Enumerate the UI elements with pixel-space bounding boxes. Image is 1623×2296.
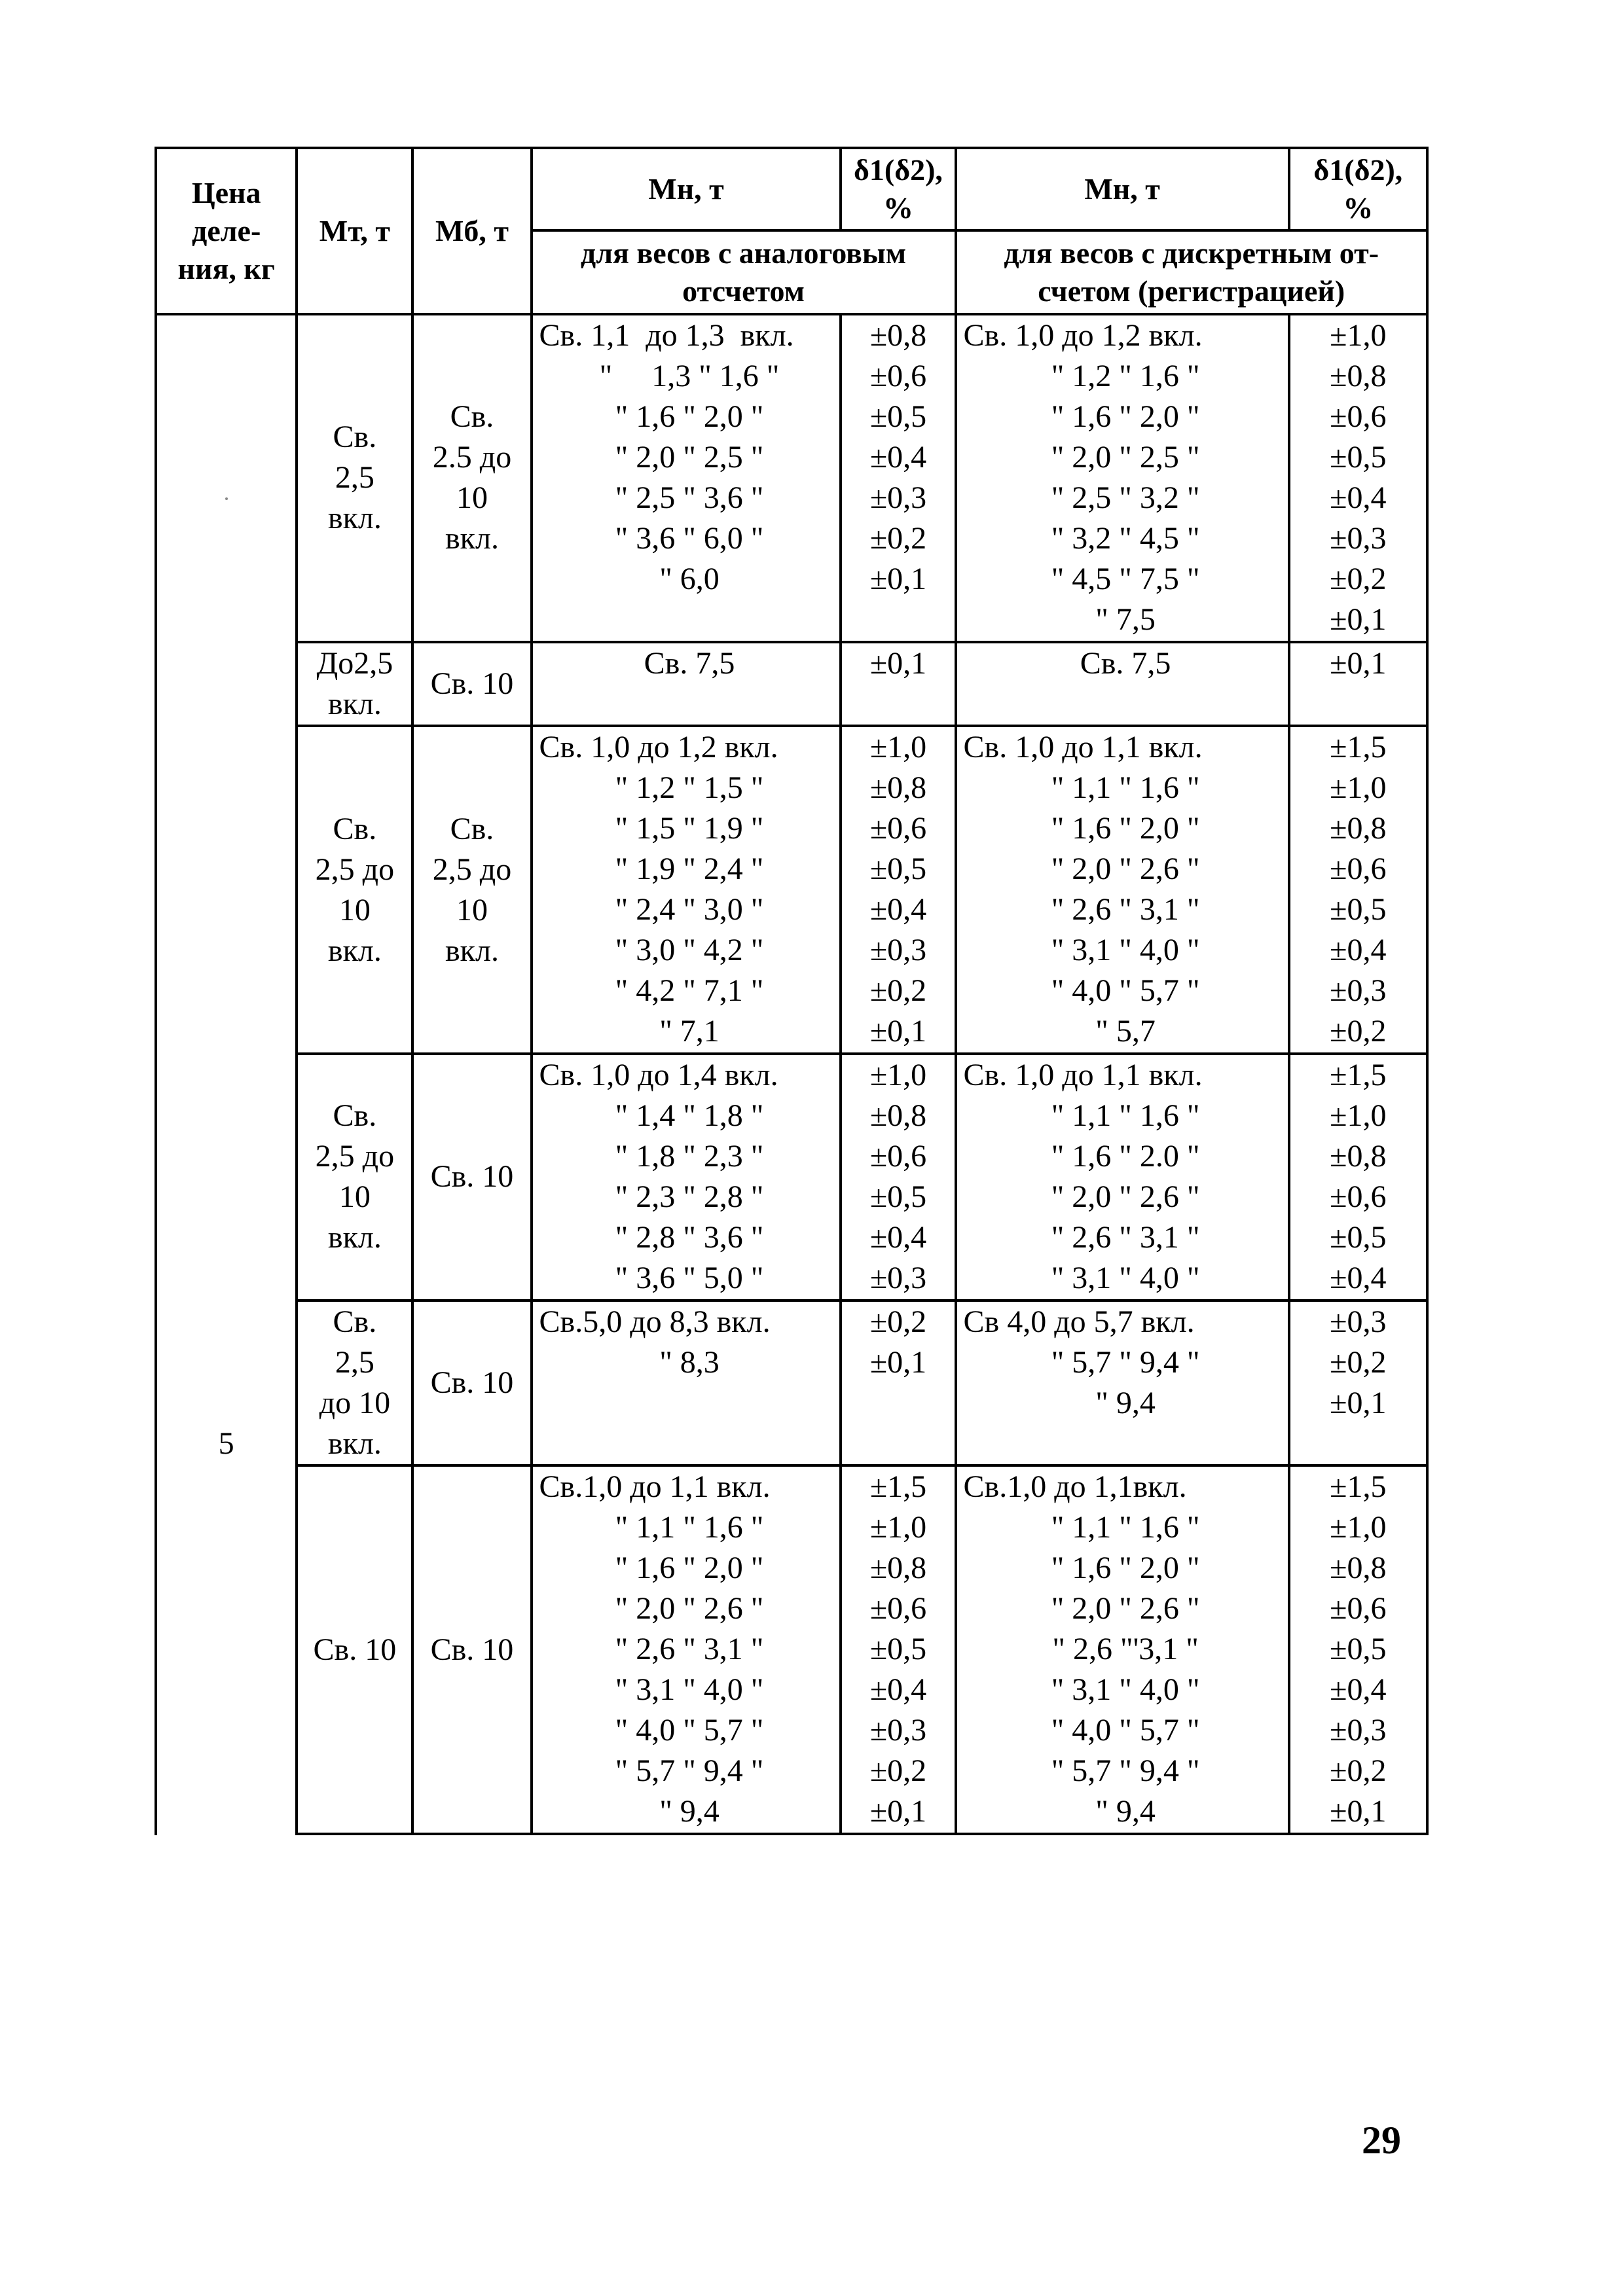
cell-analog-pct-line: ±0,4 <box>869 1672 927 1707</box>
cell-division <box>156 642 297 726</box>
cell-discrete-pct-line: ±1,0 <box>1330 1510 1387 1545</box>
cell-discrete-pct-line: ±0,2 <box>1330 1344 1387 1380</box>
cell-mb-line: Св. 10 <box>430 1159 514 1194</box>
cell-analog-pct-line: ±0,6 <box>869 359 927 393</box>
cell-division <box>156 314 297 642</box>
cell-discrete-ranges-line: " 3,1 " 4,0 " <box>1051 1260 1200 1295</box>
cell-discrete-pct-line: ±0,8 <box>1330 811 1387 846</box>
cell-analog-ranges-line: Св.5,0 до 8,3 вкл. <box>539 1304 771 1339</box>
cell-mt <box>297 642 412 726</box>
cell-analog-ranges-line: Св. 7,5 <box>644 645 735 681</box>
cell-analog-ranges-line: " 4,0 " 5,7 " <box>615 1713 764 1748</box>
cell-analog-pct-line: ±0,5 <box>869 852 927 887</box>
cell-analog-pct-line: ±1,5 <box>869 1469 927 1504</box>
cell-mb-line: Св. <box>450 811 494 846</box>
cell-analog-ranges-line: " 3,0 " 4,2 " <box>615 933 764 968</box>
cell-mb-line: вкл. <box>445 521 499 556</box>
cell-discrete-pct-line: ±0,2 <box>1330 1753 1387 1788</box>
cell-discrete-ranges-line: " 3,1 " 4,0 " <box>1051 1672 1200 1707</box>
cell-mb-line: 2.5 до <box>432 440 512 475</box>
cell-division <box>156 1465 297 1834</box>
cell-mt-line: 2,5 до <box>315 852 395 887</box>
cell-discrete-pct-line: ±1,0 <box>1330 1098 1387 1133</box>
header-mb: Мб, т <box>412 148 531 314</box>
cell-mt <box>297 726 412 1054</box>
cell-discrete-ranges-line: " 4,5 " 7,5 " <box>1051 562 1200 596</box>
cell-analog-ranges-line: " 5,7 " 9,4 " <box>615 1753 764 1788</box>
cell-analog-pct-line: ±0,2 <box>869 521 927 556</box>
cell-discrete-pct-line: ±1,0 <box>1330 318 1387 353</box>
cell-analog-pct <box>841 1300 955 1465</box>
cell-mt-line: Св. <box>333 811 377 846</box>
cell-discrete-pct-line: ±0,3 <box>1330 1713 1387 1748</box>
table-row <box>156 1465 1427 1834</box>
cell-mt-line: 10 <box>338 1179 371 1215</box>
cell-analog-pct-line: ±0,1 <box>869 1344 927 1380</box>
cell-analog-ranges-line: " 1,8 " 2,3 " <box>615 1138 764 1174</box>
cell-discrete-ranges-line: " 2,6 " 3,1 " <box>1051 892 1200 927</box>
cell-mt-line: Св. <box>333 1304 377 1339</box>
cell-discrete-ranges-line: Св. 1,0 до 1,1 вкл. <box>963 730 1203 765</box>
cell-discrete-pct-line: ±0,6 <box>1330 852 1387 887</box>
cell-mb <box>412 642 531 726</box>
cell-analog-ranges-line: " 2,4 " 3,0 " <box>615 892 764 927</box>
cell-discrete-pct-line: ±0,3 <box>1330 521 1387 556</box>
cell-mt-line: вкл. <box>327 686 382 721</box>
cell-analog-ranges-line: Св. 1,0 до 1,4 вкл. <box>539 1057 778 1092</box>
cell-mb <box>412 314 531 642</box>
cell-discrete-ranges-line: " 5,7 " 9,4 " <box>1051 1344 1200 1380</box>
cell-discrete-pct-line: ±1,5 <box>1330 730 1387 765</box>
cell-discrete-ranges-line: " 1,6 " 2,0 " <box>1051 1551 1200 1585</box>
cell-analog-ranges <box>532 1300 841 1465</box>
header-mn-discrete: Мн, т <box>956 148 1289 230</box>
cell-analog-pct-line: ±0,8 <box>869 318 927 353</box>
cell-discrete-ranges <box>956 726 1289 1054</box>
cell-mt-line: Св. <box>333 420 377 455</box>
cell-discrete-pct <box>1289 642 1427 726</box>
cell-mb-line: Св. <box>450 399 494 435</box>
cell-analog-pct-line: ±0,6 <box>869 1138 927 1174</box>
table-row <box>156 642 1427 726</box>
cell-analog-ranges-line: " 2,0 " 2,5 " <box>615 440 764 475</box>
cell-discrete-pct-line: ±0,1 <box>1330 1794 1387 1829</box>
cell-analog-pct-line: ±0,5 <box>869 1632 927 1666</box>
cell-discrete-pct-line: ±0,5 <box>1330 1219 1387 1255</box>
cell-analog-pct-line: ±0,3 <box>869 1260 927 1295</box>
cell-analog-pct <box>841 642 955 726</box>
cell-discrete-ranges-line: Св. 1,0 до 1,1 вкл. <box>963 1057 1203 1092</box>
cell-analog-pct-line: ±0,2 <box>869 1304 927 1339</box>
cell-mt-line: До2,5 <box>316 645 393 681</box>
cell-mt-line: 2,5 <box>335 1344 374 1380</box>
header-mn-analog: Мн, т <box>532 148 841 230</box>
cell-discrete-ranges-line: " 7,5 <box>1095 602 1156 637</box>
cell-discrete-ranges-line: " 5,7 " 9,4 " <box>1051 1753 1200 1788</box>
cell-mt <box>297 1300 412 1465</box>
cell-analog-pct-line: ±0,8 <box>869 1551 927 1585</box>
cell-mb <box>412 1300 531 1465</box>
cell-discrete-ranges <box>956 1465 1289 1834</box>
cell-mb <box>412 1054 531 1300</box>
cell-discrete-ranges <box>956 642 1289 726</box>
cell-analog-ranges <box>532 1054 841 1300</box>
cell-analog-ranges-line: " 6,0 <box>659 562 720 596</box>
cell-mt-line: вкл. <box>327 1426 382 1461</box>
cell-discrete-pct-line: ±0,4 <box>1330 1260 1387 1295</box>
cell-discrete-pct-line: ±0,8 <box>1330 1138 1387 1174</box>
cell-discrete-pct-line: ±0,6 <box>1330 1591 1387 1626</box>
cell-discrete-ranges-line: " 2,0 " 2,6 " <box>1051 852 1200 887</box>
cell-discrete-ranges-line: " 1,1 " 1,6 " <box>1051 1098 1200 1133</box>
cell-mt-line: 2,5 <box>335 460 374 495</box>
cell-mb-line: 10 <box>456 892 488 927</box>
cell-discrete-pct-line: ±0,1 <box>1330 645 1387 681</box>
cell-analog-ranges-line: " 2,5 " 3,6 " <box>615 480 764 515</box>
cell-discrete-pct-line: ±0,6 <box>1330 1179 1387 1214</box>
cell-discrete-ranges-line: " 1,6 " 2,0 " <box>1051 399 1200 434</box>
cell-analog-ranges <box>532 726 841 1054</box>
cell-discrete-pct-line: ±0,3 <box>1330 973 1387 1009</box>
cell-discrete-ranges-line: " 1,1 " 1,6 " <box>1051 1510 1200 1545</box>
cell-mb-line: вкл. <box>445 933 499 968</box>
table-body <box>156 314 1427 1834</box>
cell-analog-ranges-line: Св. 1,1 до 1,3 вкл. <box>539 318 794 353</box>
table-row <box>156 726 1427 1054</box>
cell-analog-ranges-line: " 1,6 " 2,0 " <box>615 1551 764 1585</box>
cell-analog-pct-line: ±0,6 <box>869 811 927 846</box>
header-mt: Мт, т <box>297 148 412 314</box>
page-number: 29 <box>1362 2119 1401 2162</box>
cell-discrete-ranges-line: " 2,0 " 2,5 " <box>1051 440 1200 475</box>
table-row <box>156 314 1427 642</box>
cell-analog-ranges-line: " 8,3 <box>659 1344 720 1380</box>
cell-discrete-pct <box>1289 726 1427 1054</box>
cell-analog-pct-line: ±0,8 <box>869 1098 927 1133</box>
cell-discrete-pct <box>1289 1300 1427 1465</box>
cell-mt-line: вкл. <box>327 501 382 536</box>
cell-analog-ranges-line: " 1,5 " 1,9 " <box>615 811 764 846</box>
cell-mt-line: 2,5 до <box>315 1139 395 1174</box>
cell-discrete-ranges-line: " 1,6 " 2.0 " <box>1051 1138 1200 1174</box>
cell-discrete-ranges-line: " 4,0 " 5,7 " <box>1051 973 1200 1009</box>
cell-discrete-ranges-line: Св.1,0 до 1,1вкл. <box>963 1469 1187 1504</box>
cell-analog-ranges <box>532 642 841 726</box>
cell-discrete-pct-line: ±1,0 <box>1330 770 1387 806</box>
cell-analog-pct-line: ±0,8 <box>869 770 927 806</box>
cell-discrete-pct-line: ±0,4 <box>1330 1672 1387 1707</box>
cell-discrete-ranges-line: " 9,4 <box>1095 1385 1156 1420</box>
cell-mt <box>297 1054 412 1300</box>
cell-discrete-ranges-line: " 9,4 <box>1095 1794 1156 1829</box>
cell-discrete-pct-line: ±0,5 <box>1330 892 1387 927</box>
cell-analog-ranges-line: " 1,6 " 2,0 " <box>615 399 764 434</box>
cell-analog-ranges-line: " 3,6 " 6,0 " <box>615 521 764 556</box>
cell-division <box>156 726 297 1054</box>
cell-analog-ranges-line: " 3,1 " 4,0 " <box>615 1672 764 1707</box>
cell-analog-ranges-line: " 1,3 " 1,6 " <box>599 359 780 393</box>
cell-discrete-pct-line: ±0,5 <box>1330 1632 1387 1666</box>
cell-discrete-ranges-line: " 2,6 "'3,1 " <box>1052 1632 1199 1666</box>
cell-analog-pct-line: ±0,5 <box>869 1179 927 1214</box>
cell-discrete-pct-line: ±1,5 <box>1330 1057 1387 1092</box>
cell-analog-pct-line: ±1,0 <box>869 730 927 765</box>
cell-discrete-ranges-line: Св 4,0 до 5,7 вкл. <box>963 1304 1195 1339</box>
cell-discrete-pct-line: ±0,8 <box>1330 1551 1387 1585</box>
cell-mt-line: Св. <box>333 1098 377 1134</box>
cell-analog-pct-line: ±0,1 <box>869 1794 927 1829</box>
cell-analog-pct-line: ±0,4 <box>869 440 927 475</box>
cell-analog-ranges-line: " 2,6 " 3,1 " <box>615 1632 764 1666</box>
cell-division <box>156 1054 297 1300</box>
cell-analog-pct-line: ±0,6 <box>869 1591 927 1626</box>
cell-analog-ranges-line: " 3,6 " 5,0 " <box>615 1260 764 1295</box>
cell-analog-pct-line: ±0,3 <box>869 933 927 968</box>
header-delta-discrete: δ1(δ2), % <box>1289 148 1427 230</box>
cell-analog-pct-line: ±0,3 <box>869 1713 927 1748</box>
cell-discrete-ranges-line: " 2,6 " 3,1 " <box>1051 1219 1200 1255</box>
cell-mt <box>297 1465 412 1834</box>
cell-analog-pct <box>841 314 955 642</box>
cell-discrete-pct <box>1289 1054 1427 1300</box>
cell-analog-pct-line: ±0,3 <box>869 480 927 515</box>
header-delta-analog: δ1(δ2), % <box>841 148 955 230</box>
cell-analog-ranges <box>532 314 841 642</box>
cell-discrete-pct-line: ±0,2 <box>1330 1014 1387 1049</box>
cell-analog-ranges-line: " 2,3 " 2,8 " <box>615 1179 764 1214</box>
cell-discrete-pct-line: ±0,8 <box>1330 359 1387 393</box>
cell-discrete-ranges-line: " 1,1 " 1,6 " <box>1051 770 1200 806</box>
cell-analog-ranges-line: " 2,0 " 2,6 " <box>615 1591 764 1626</box>
header-division: Цена деле- ния, кг <box>156 148 297 314</box>
cell-mb-line: Св. 10 <box>430 1632 514 1667</box>
cell-discrete-ranges-line: " 3,2 " 4,5 " <box>1051 521 1200 556</box>
cell-discrete-pct-line: ±0,1 <box>1330 1385 1387 1420</box>
cell-discrete-ranges-line: " 1,2 " 1,6 " <box>1051 359 1200 393</box>
cell-mb-line: Св. 10 <box>430 1365 514 1400</box>
cell-discrete-pct-line: ±0,4 <box>1330 480 1387 515</box>
cell-discrete-ranges-line: " 4,0 " 5,7 " <box>1051 1713 1200 1748</box>
cell-discrete-ranges-line: " 3,1 " 4,0 " <box>1051 933 1200 968</box>
accuracy-table <box>155 147 1429 1835</box>
cell-analog-pct-line: ±1,0 <box>869 1057 927 1092</box>
cell-discrete-pct-line: ±0,6 <box>1330 399 1387 434</box>
cell-mt-line: Св. 10 <box>313 1632 397 1667</box>
cell-discrete-ranges <box>956 314 1289 642</box>
cell-division: 5 <box>156 1300 297 1465</box>
header-discrete-group: для весов с дискретным от- счетом (регистрацией) <box>956 230 1427 314</box>
cell-discrete-pct <box>1289 1465 1427 1834</box>
cell-mt-line: 10 <box>338 892 371 927</box>
cell-mt-line: вкл. <box>327 1220 382 1255</box>
cell-discrete-pct-line: ±0,4 <box>1330 933 1387 968</box>
cell-mt <box>297 314 412 642</box>
table-row <box>156 1300 1427 1465</box>
cell-analog-pct-line: ±0,2 <box>869 1753 927 1788</box>
cell-discrete-ranges-line: Св. 7,5 <box>1080 645 1171 681</box>
cell-discrete-pct-line: ±0,2 <box>1330 562 1387 596</box>
cell-discrete-pct-line: ±0,5 <box>1330 440 1387 475</box>
cell-analog-ranges-line: Св.1,0 до 1,1 вкл. <box>539 1469 771 1504</box>
cell-analog-pct <box>841 1465 955 1834</box>
cell-analog-ranges-line: " 1,2 " 1,5 " <box>615 770 764 806</box>
cell-mb-line: 10 <box>456 480 488 516</box>
cell-discrete-pct-line: ±0,3 <box>1330 1304 1387 1339</box>
cell-mb <box>412 1465 531 1834</box>
cell-analog-ranges-line: Св. 1,0 до 1,2 вкл. <box>539 730 778 765</box>
table-row <box>156 1054 1427 1300</box>
cell-discrete-ranges-line: " 2,5 " 3,2 " <box>1051 480 1200 515</box>
cell-analog-ranges-line: " 1,4 " 1,8 " <box>615 1098 764 1133</box>
cell-discrete-pct-line: ±0,1 <box>1330 602 1387 637</box>
cell-analog-ranges-line: " 1,9 " 2,4 " <box>615 852 764 887</box>
cell-discrete-ranges-line: " 2,0 " 2,6 " <box>1051 1591 1200 1626</box>
cell-discrete-ranges-line: Св. 1,0 до 1,2 вкл. <box>963 318 1203 353</box>
cell-mb-line: Св. 10 <box>430 666 514 701</box>
cell-analog-ranges-line: " 7,1 <box>659 1014 720 1049</box>
cell-analog-ranges-line: " 2,8 " 3,6 " <box>615 1219 764 1255</box>
cell-mt-line: до 10 <box>319 1385 391 1420</box>
cell-discrete-ranges <box>956 1300 1289 1465</box>
cell-discrete-pct <box>1289 314 1427 642</box>
cell-analog-ranges-line: " 4,2 " 7,1 " <box>615 973 764 1009</box>
cell-mb <box>412 726 531 1054</box>
cell-discrete-ranges-line: " 5,7 <box>1095 1014 1156 1049</box>
cell-analog-ranges-line: " 1,1 " 1,6 " <box>615 1510 764 1545</box>
header-analog-group: для весов с аналоговым отсчетом <box>532 230 956 314</box>
cell-mb-line: 2,5 до <box>432 852 512 887</box>
cell-discrete-ranges-line: " 2,0 " 2,6 " <box>1051 1179 1200 1214</box>
cell-analog-pct-line: ±0,4 <box>869 892 927 927</box>
cell-analog-pct-line: ±0,1 <box>869 562 927 596</box>
cell-discrete-pct-line: ±1,5 <box>1330 1469 1387 1504</box>
cell-analog-pct-line: ±0,5 <box>869 399 927 434</box>
cell-analog-pct-line: ±0,4 <box>869 1219 927 1255</box>
cell-analog-pct <box>841 726 955 1054</box>
cell-discrete-ranges <box>956 1054 1289 1300</box>
cell-analog-pct <box>841 1054 955 1300</box>
cell-mt-line: вкл. <box>327 933 382 968</box>
cell-analog-pct-line: ±1,0 <box>869 1510 927 1545</box>
cell-discrete-ranges-line: " 1,6 " 2,0 " <box>1051 811 1200 846</box>
cell-analog-ranges <box>532 1465 841 1834</box>
cell-analog-ranges-line: " 9,4 <box>659 1794 720 1829</box>
cell-analog-pct-line: ±0,2 <box>869 973 927 1009</box>
cell-analog-pct-line: ±0,1 <box>869 645 927 681</box>
cell-analog-pct-line: ±0,1 <box>869 1014 927 1049</box>
